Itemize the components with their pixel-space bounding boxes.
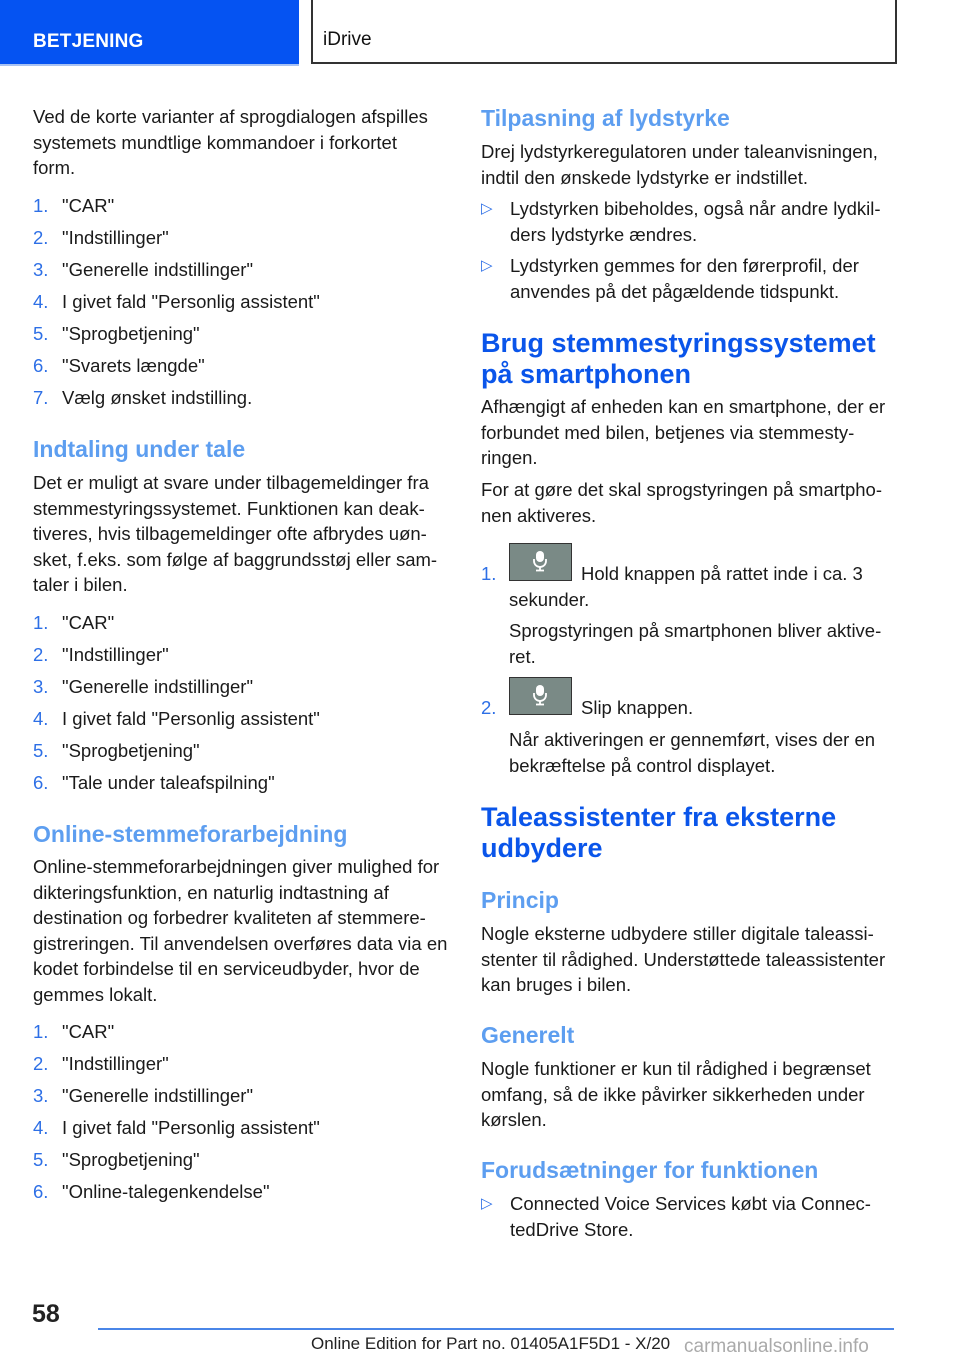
list-item: "Generelle indstillinger" bbox=[62, 676, 254, 697]
list-number: 3. bbox=[33, 1085, 49, 1106]
list-item: Vælg ønsket indstilling. bbox=[62, 387, 253, 408]
list-item: "Indstillinger" bbox=[62, 644, 169, 665]
section-heading: Princip bbox=[481, 887, 559, 913]
step-result: Når aktiveringen er gennemført, vises der en bekræftelse på control displayet. bbox=[509, 729, 876, 776]
step-text: Slip knappen. bbox=[581, 697, 694, 718]
list-item: "Generelle indstillinger" bbox=[62, 1085, 254, 1106]
list-number: 6. bbox=[33, 772, 49, 793]
section-heading: Online-stemmeforarbejdning bbox=[33, 821, 348, 847]
triangle-bullet-icon: ▷ bbox=[481, 1195, 493, 1212]
list-item: "Sprogbetjening" bbox=[62, 740, 200, 761]
section-body: Det er muligt at svare under tilbagemeldinger fra stemmestyringssystemet. Funktionen kan deaktiveres, hvis tilbagemeldinger ofte afbrydes uønsket, f.eks. som følge af baggrundsstøj eller samtaler i bilen. bbox=[33, 472, 438, 595]
list-item: "CAR" bbox=[62, 1021, 115, 1042]
bullet-text: Lydstyrken bibeholdes, også når andre lydkilders lydstyrke ændres. bbox=[510, 198, 881, 245]
list-number: 1. bbox=[33, 612, 49, 633]
triangle-bullet-icon: ▷ bbox=[481, 257, 493, 274]
list-item: I givet fald "Personlig assistent" bbox=[62, 1117, 320, 1138]
edition-note: Online Edition for Part no. 01405A1F5D1 - X/20 bbox=[311, 1334, 671, 1353]
section-heading: Generelt bbox=[481, 1022, 575, 1048]
list-number: 1. bbox=[481, 563, 497, 584]
list-item: "CAR" bbox=[62, 195, 115, 216]
list-number: 4. bbox=[33, 291, 49, 312]
section-heading: Forudsætninger for funktionen bbox=[481, 1157, 819, 1183]
list-number: 5. bbox=[33, 740, 49, 761]
section-tab bbox=[0, 0, 299, 66]
step-result: Sprogstyringen på smartphonen bliver aktiveret. bbox=[509, 620, 882, 667]
list-item: I givet fald "Personlig assistent" bbox=[62, 708, 320, 729]
section-body: Drej lydstyrkeregulatoren under taleanvisningen, indtil den ønskede lydstyrke er indstillet. bbox=[481, 141, 878, 188]
section-label: BETJENING bbox=[33, 31, 144, 52]
page-number: 58 bbox=[32, 1300, 60, 1328]
list-item: "Generelle indstillinger" bbox=[62, 259, 254, 280]
triangle-bullet-icon: ▷ bbox=[481, 200, 493, 217]
list-item: "Sprogbetjening" bbox=[62, 1149, 200, 1170]
list-item: "Svarets længde" bbox=[62, 355, 205, 376]
list-number: 1. bbox=[33, 1021, 49, 1042]
list-item: "CAR" bbox=[62, 612, 115, 633]
bullet-text: Lydstyrken gemmes for den førerprofil, der anvendes på det pågældende tidspunkt. bbox=[510, 255, 859, 302]
list-number: 2. bbox=[33, 227, 49, 248]
list-number: 2. bbox=[33, 1053, 49, 1074]
list-number: 3. bbox=[33, 259, 49, 280]
list-number: 3. bbox=[33, 676, 49, 697]
watermark: carmanualsonline.info bbox=[684, 1336, 869, 1357]
section-heading: Indtaling under tale bbox=[33, 436, 246, 462]
list-number: 7. bbox=[33, 387, 49, 408]
list-item: "Online-talegenkendelse" bbox=[62, 1181, 270, 1202]
list-number: 6. bbox=[33, 355, 49, 376]
list-item: "Tale under taleafspilning" bbox=[62, 772, 275, 793]
chapter-label: iDrive bbox=[323, 29, 372, 50]
list-number: 4. bbox=[33, 708, 49, 729]
bullet-text: Connected Voice Services købt via ConnectedDrive Store. bbox=[510, 1193, 871, 1240]
section-body: Afhængigt af enheden kan en smartphone, der er forbundet med bilen, betjenes via stemmestyringen. bbox=[481, 396, 886, 468]
chapter-heading: Brug stemmestyringssystemet på smartphonen bbox=[481, 328, 876, 389]
list-item: "Sprogbetjening" bbox=[62, 323, 200, 344]
list-item: "Indstillinger" bbox=[62, 227, 169, 248]
footer-divider bbox=[98, 1328, 894, 1330]
section-body: Online-stemmeforarbejdningen giver mulighed for dikteringsfunktion, en naturlig indtastning af destination og forbedrer kvaliteten af stemmeregistreringen. Til anvendelsen overføres data via en kodet forbindelse til en serviceudbyder, hvor de gemmes lokalt. bbox=[33, 856, 448, 1005]
section-body: Nogle funktioner er kun til rådighed i begrænset omfang, så de ikke påvirker sikkerheden under kørslen. bbox=[481, 1058, 871, 1130]
list-number: 2. bbox=[33, 644, 49, 665]
list-number: 1. bbox=[33, 195, 49, 216]
chapter-heading: Taleassistenter fra eksterne udbydere bbox=[481, 802, 837, 863]
list-number: 4. bbox=[33, 1117, 49, 1138]
intro-paragraph: Ved de korte varianter af sprogdialogen afspilles systemets mundtlige kommandoer i forkortet form. bbox=[33, 106, 428, 178]
list-item: "Indstillinger" bbox=[62, 1053, 169, 1074]
section-body: Nogle eksterne udbydere stiller digitale taleassistenter til rådighed. Understøttede taleassistenter kan bruges i bilen. bbox=[481, 923, 886, 995]
list-number: 5. bbox=[33, 1149, 49, 1170]
list-number: 5. bbox=[33, 323, 49, 344]
chapter-box bbox=[311, 0, 897, 64]
section-body: For at gøre det skal sprogstyringen på smartphonen aktiveres. bbox=[481, 479, 883, 526]
list-number: 6. bbox=[33, 1181, 49, 1202]
list-number: 2. bbox=[481, 697, 497, 718]
list-item: I givet fald "Personlig assistent" bbox=[62, 291, 320, 312]
step-text: Hold knappen på rattet inde i ca. 3 sekunder. bbox=[509, 563, 863, 610]
section-heading: Tilpasning af lydstyrke bbox=[481, 105, 730, 131]
